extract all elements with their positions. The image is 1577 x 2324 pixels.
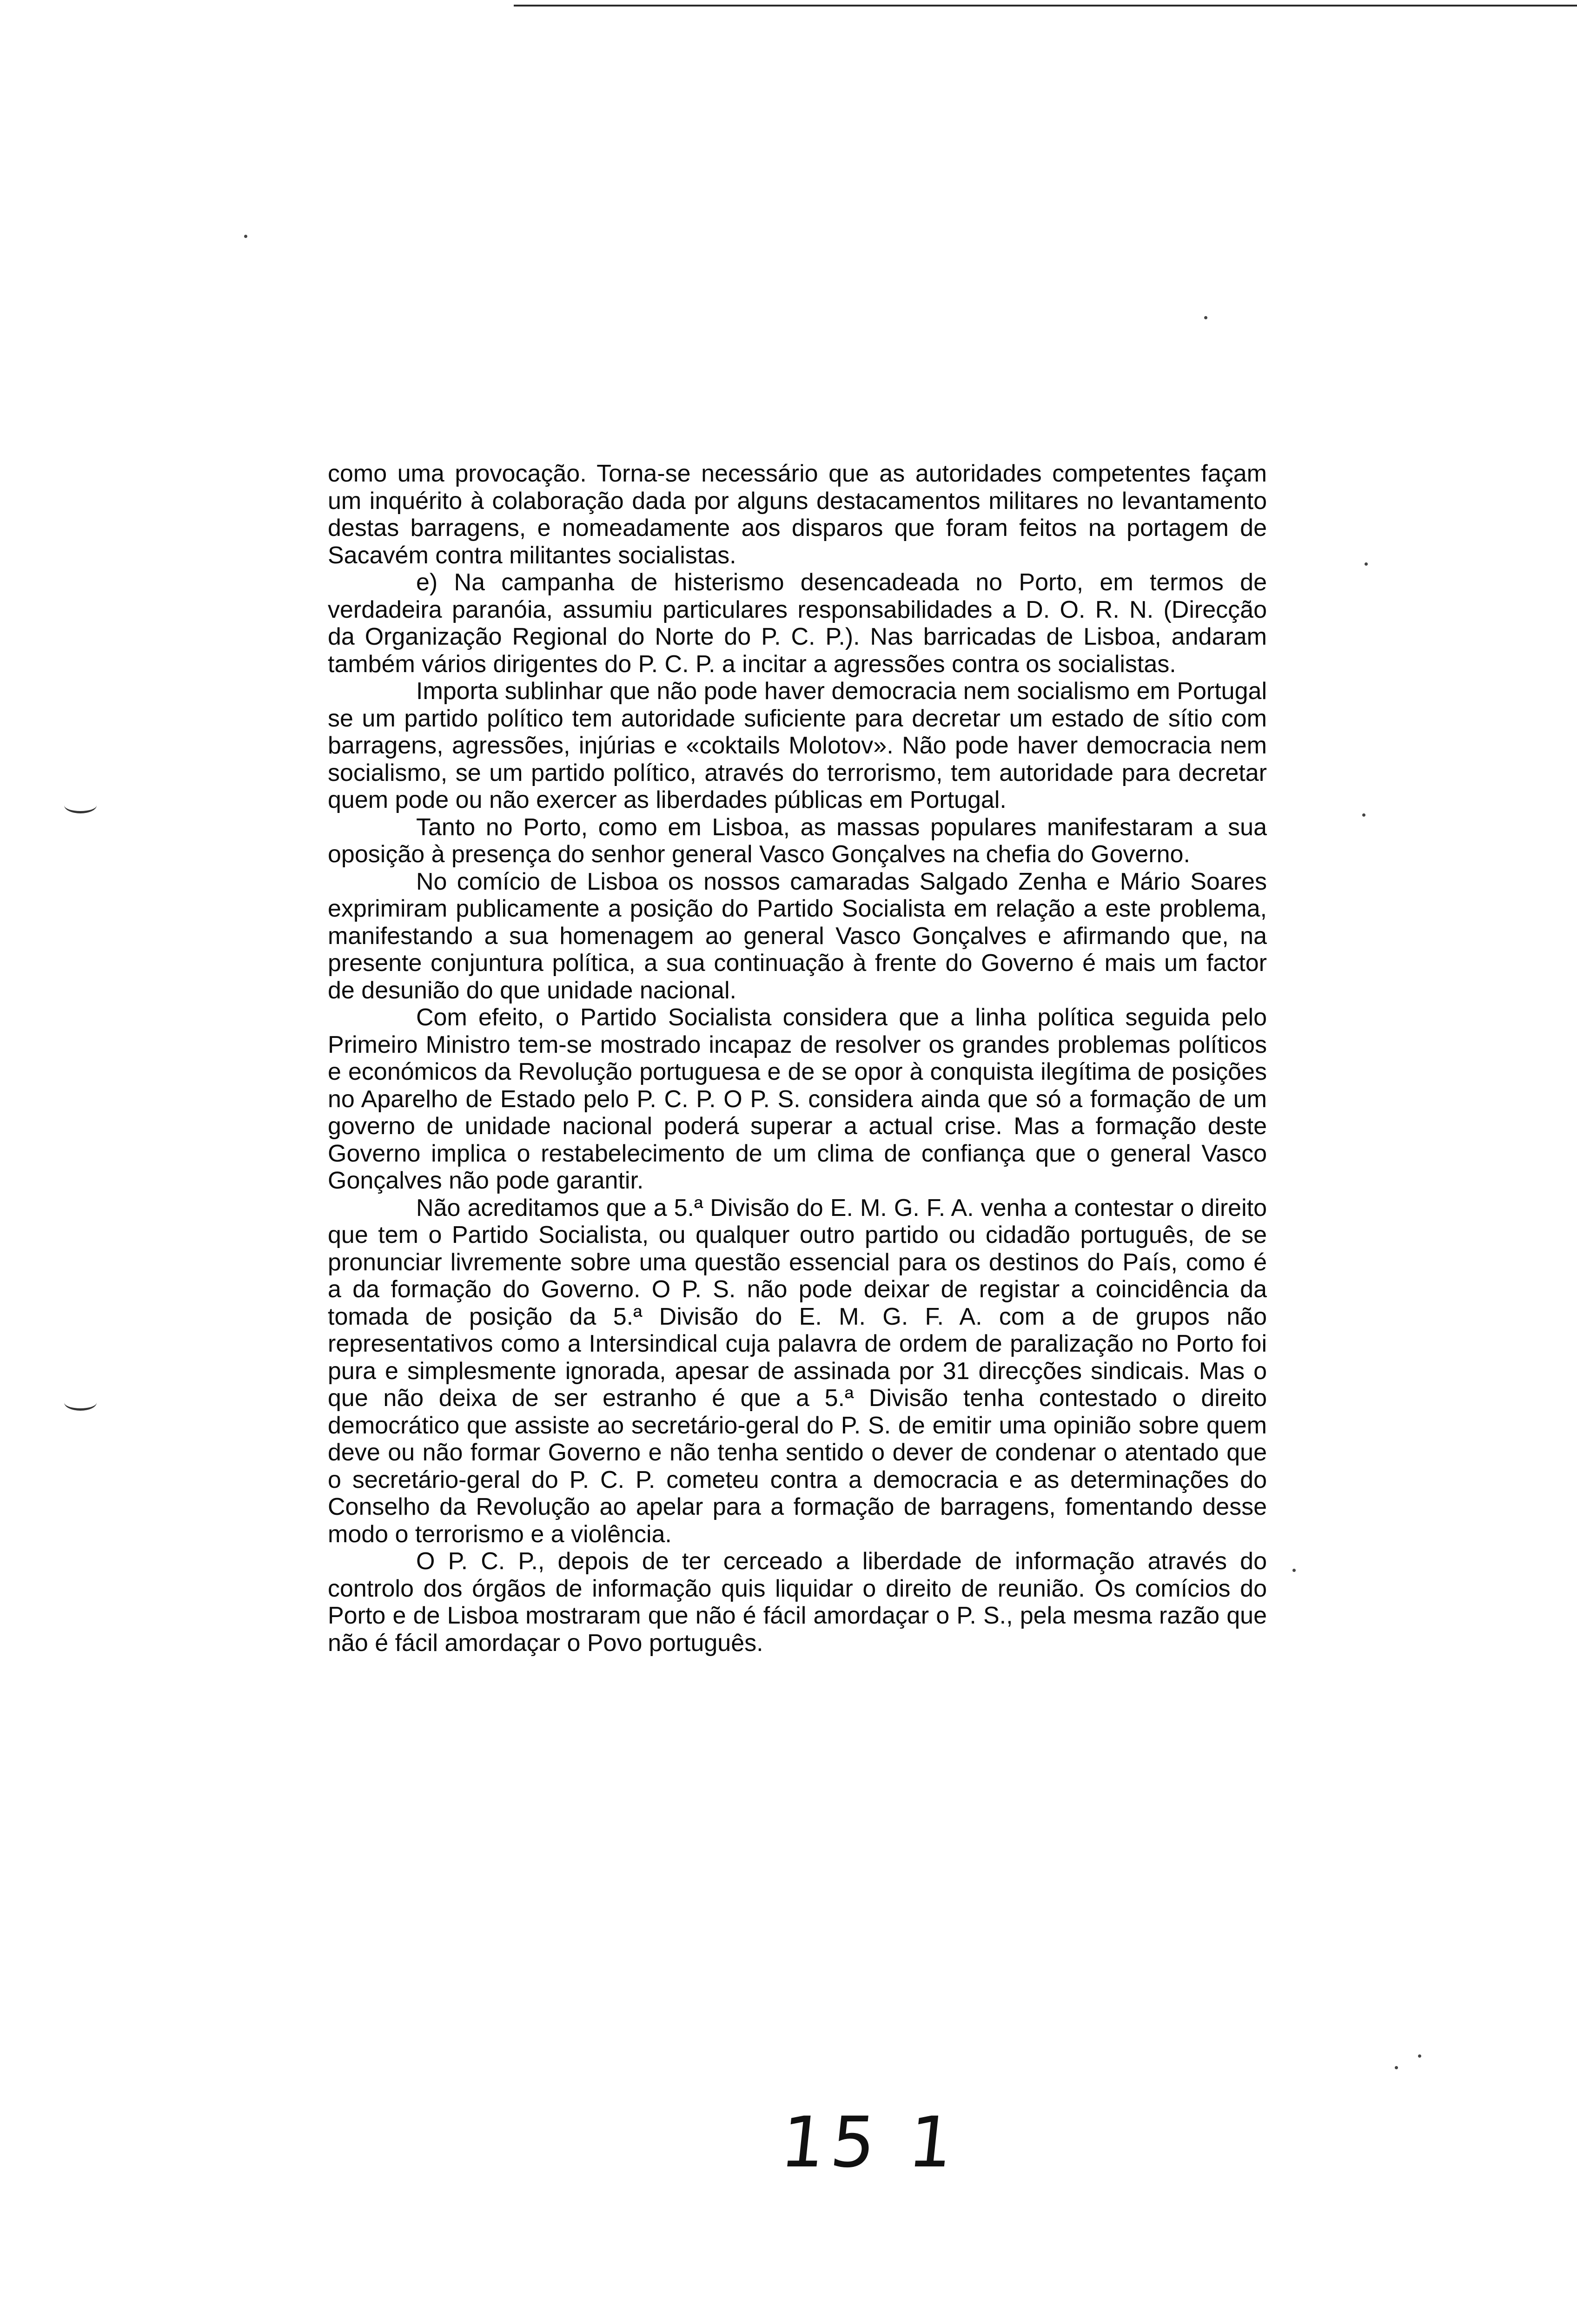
document-body: [328, 460, 1267, 1657]
paragraph: Não acreditamos que a 5.ª Divisão do E. M. G. F. A. venha a contestar o direito que tem o Partido Socialista, ou qualquer outro partido ou cidadão português, de se pronunciar livremente sobre uma questão essencial para os destinos do País, como é a da formação do Governo. O P. S. não pode deixar de registar a coincidência da tomada de posição da 5.ª Divisão do E. M. G. F. A. com a de grupos não representativos como a Intersindical cuja palavra de ordem de paralização no Porto foi pura e simplesmente ignorada, apesar de assinada por 31 direcções sindicais. Mas o que não deixa de ser estranho é que a 5.ª Divisão tenha contestado o direito democrático que assiste ao secretário-geral do P. S. de emitir uma opinião sobre quem deve ou não formar Governo e não tenha sentido o dever de condenar o atentado que o secretário-geral do P. C. P. cometeu contra a democracia e as determinações do Conselho da Revolução ao apelar para a formação de barragens, fomentando desse modo o terrorismo e a violência.: [328, 1194, 1267, 1548]
paragraph: Tanto no Porto, como em Lisboa, as massas populares manifestaram a sua oposição à presença do senhor general Vasco Gonçalves na chefia do Governo.: [328, 813, 1267, 868]
speck: [1365, 562, 1368, 566]
paragraph: O P. C. P., depois de ter cerceado a liberdade de informação através do controlo dos órgãos de informação quis liquidar o direito de reunião. Os comícios do Porto e de Lisboa mostraram que não é fácil amordaçar o P. S., pela mesma razão que não é fácil amordaçar o Povo português.: [328, 1548, 1267, 1657]
speck: [1292, 1569, 1296, 1572]
speck: [1204, 316, 1207, 319]
speck: [1395, 2066, 1398, 2069]
speck: [1362, 813, 1365, 817]
speck: [244, 235, 247, 238]
paragraph-continuation: como uma provocação. Torna-se necessário que as autoridades competentes façam um inquérito à colaboração dada por alguns destacamentos militares no levantamento destas barragens, e nomeadamente aos disparos que foram feitos na portagem de Sacavém contra militantes socialistas.: [328, 460, 1267, 569]
paragraph-item-e: e) Na campanha de histerismo desencadeada no Porto, em termos de verdadeira paranóia, assumiu particulares responsabilidades a D. O. R. N. (Direcção da Organização Regional do Norte do P. C. P.). Nas barricadas de Lisboa, andaram também vários dirigentes do P. C. P. a incitar a agressões contra os socialistas.: [328, 569, 1267, 678]
margin-mark: [64, 797, 97, 813]
paragraph: No comício de Lisboa os nossos camaradas Salgado Zenha e Mário Soares exprimiram publicamente a posição do Partido Socialista em relação a este problema, manifestando a sua homenagem ao general Vasco Gonçalves e afirmando que, na presente conjuntura política, a sua continuação à frente do Governo é mais um factor de desunião do que unidade nacional.: [328, 868, 1267, 1004]
paragraph: Com efeito, o Partido Socialista considera que a linha política seguida pelo Primeiro Ministro tem-se mostrado incapaz de resolver os grandes problemas políticos e económicos da Revolução portuguesa e de se opor à conquista ilegítima de posições no Aparelho de Estado pelo P. C. P. O P. S. considera ainda que só a formação de um governo de unidade nacional poderá superar a actual crise. Mas a formação deste Governo implica o restabelecimento de um clima de confiança que o general Vasco Gonçalves não pode garantir.: [328, 1004, 1267, 1194]
speck: [1418, 2054, 1421, 2058]
paragraph: Importa sublinhar que não pode haver democracia nem socialismo em Portugal se um partido político tem autoridade suficiente para decretar um estado de sítio com barragens, agressões, injúrias e «coktails Molotov». Não pode haver democracia nem socialismo, se um partido político, através do terrorismo, tem autoridade para decretar quem pode ou não exercer as liberdades públicas em Portugal.: [328, 678, 1267, 813]
margin-mark: [64, 1394, 97, 1411]
top-border-line: [514, 5, 1577, 7]
page-number: 15 1: [776, 2102, 963, 2183]
